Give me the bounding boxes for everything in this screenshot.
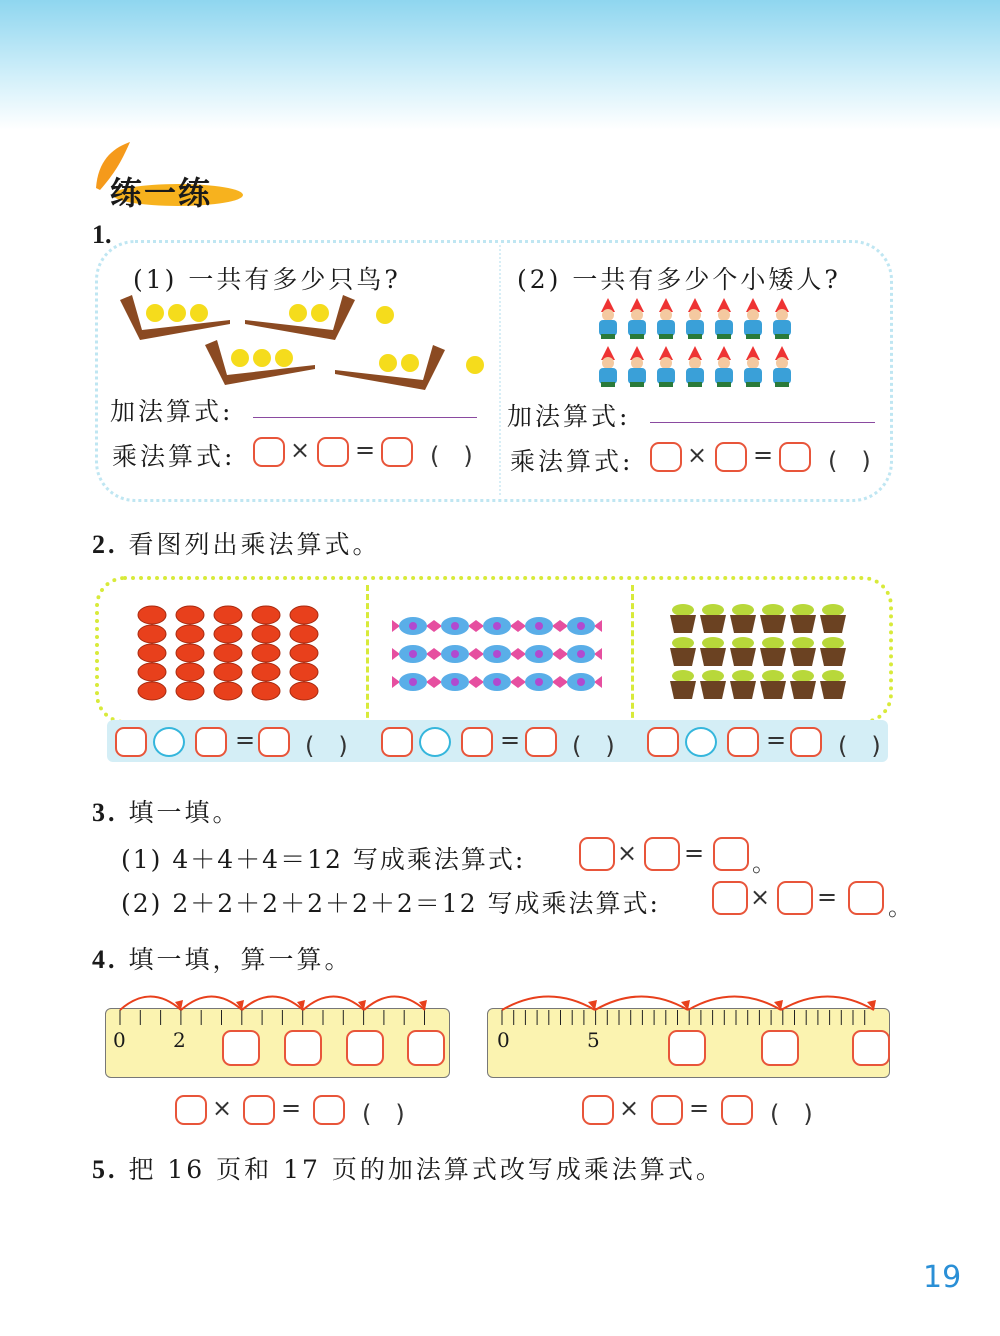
candy-icon xyxy=(560,673,602,691)
equals-sign: = xyxy=(684,839,705,867)
lantern-icon xyxy=(176,606,204,624)
jump-arrow xyxy=(781,997,874,1011)
answer-box[interactable] xyxy=(461,727,493,757)
ruler-right-label-0: 0 xyxy=(497,1028,510,1052)
bird-icon xyxy=(190,304,208,322)
answer-box[interactable] xyxy=(777,881,813,915)
jump-arrow xyxy=(181,997,242,1011)
unit-parentheses[interactable]: ( ) xyxy=(838,732,881,760)
dwarf-icon xyxy=(744,298,762,339)
flowerpot-icon xyxy=(670,670,696,699)
lantern-icon xyxy=(252,663,280,681)
dwarf-icon xyxy=(686,298,704,339)
answer-box[interactable] xyxy=(644,837,680,871)
q1-p2-add-answer-line[interactable] xyxy=(650,422,875,423)
lantern-icon xyxy=(214,606,242,624)
flowerpot-icon xyxy=(790,604,816,633)
ruler-left-label-0: 0 xyxy=(113,1028,126,1052)
dwarf-icon xyxy=(628,298,646,339)
bird-icon xyxy=(379,354,397,372)
answer-box[interactable] xyxy=(115,727,147,757)
q1-p2-mul-label: 乘法算式: xyxy=(510,447,634,476)
lantern-icon xyxy=(138,663,166,681)
branch-with-birds xyxy=(245,295,394,340)
candy-icon xyxy=(392,617,434,635)
q3-line2: (2) 2＋2＋2＋2＋2＋2＝12 写成乘法算式: xyxy=(121,889,660,918)
flowerpot-icon xyxy=(820,670,846,699)
unit-parentheses[interactable]: ( ) xyxy=(770,1100,813,1128)
lantern-icon xyxy=(290,606,318,624)
answer-box[interactable] xyxy=(790,727,822,757)
ruler-answer-box[interactable] xyxy=(852,1030,890,1066)
candy-icon xyxy=(518,645,560,663)
ruler-left-label-2: 2 xyxy=(173,1028,186,1052)
flowerpot-icon xyxy=(670,637,696,666)
header-band xyxy=(0,0,1000,130)
bird-icon xyxy=(466,356,484,374)
lanterns-illustration xyxy=(130,605,330,705)
q3-line1: (1) 4＋4＋4＝12 写成乘法算式: xyxy=(121,845,526,874)
candy-icon xyxy=(560,617,602,635)
answer-box[interactable] xyxy=(713,837,749,871)
dwarf-icon xyxy=(773,298,791,339)
answer-box[interactable] xyxy=(175,1095,207,1125)
q5-number: 5. xyxy=(92,1155,118,1184)
birds-illustration xyxy=(115,295,485,395)
dwarf-icon xyxy=(715,298,733,339)
lantern-icon xyxy=(252,625,280,643)
flowerpot-icon xyxy=(760,604,786,633)
page-number: 19 xyxy=(923,1260,962,1295)
dwarf-icon xyxy=(628,346,646,387)
lantern-icon xyxy=(252,644,280,662)
q1-p1-mul-label: 乘法算式: xyxy=(112,442,236,471)
jump-arrow xyxy=(242,997,303,1011)
flowerpot-icon xyxy=(730,670,756,699)
flowerpot-icon xyxy=(670,604,696,633)
ruler-answer-box[interactable] xyxy=(346,1030,384,1066)
candy-icon xyxy=(476,673,518,691)
times-sign: × xyxy=(750,883,771,911)
candies-illustration xyxy=(392,612,607,700)
bird-icon xyxy=(275,349,293,367)
lantern-icon xyxy=(138,625,166,643)
equals-sign: = xyxy=(817,883,838,911)
lantern-icon xyxy=(176,663,204,681)
dwarf-icon xyxy=(744,346,762,387)
answer-box[interactable] xyxy=(727,727,759,757)
flowerpot-icon xyxy=(700,604,726,633)
answer-box[interactable] xyxy=(381,727,413,757)
bird-icon xyxy=(311,304,329,322)
flowerpot-icon xyxy=(760,637,786,666)
operator-circle[interactable] xyxy=(153,727,185,757)
flowerpot-icon xyxy=(700,637,726,666)
answer-box[interactable] xyxy=(848,881,884,915)
equals-sign: = xyxy=(355,436,376,464)
answer-box[interactable] xyxy=(253,437,285,467)
bird-icon xyxy=(401,354,419,372)
branch-with-birds xyxy=(335,345,484,390)
equals-sign: = xyxy=(235,726,256,754)
dwarf-icon xyxy=(686,346,704,387)
equals-sign: = xyxy=(689,1094,710,1122)
answer-box[interactable] xyxy=(715,442,747,472)
period: 。 xyxy=(888,893,912,921)
times-sign: × xyxy=(212,1094,233,1122)
answer-box[interactable] xyxy=(712,881,748,915)
q4-number: 4. xyxy=(92,945,118,974)
number-line-jumps xyxy=(0,985,1000,1030)
flowerpot-icon xyxy=(700,670,726,699)
lantern-icon xyxy=(176,625,204,643)
operator-circle[interactable] xyxy=(685,727,717,757)
answer-box[interactable] xyxy=(650,442,682,472)
flowerpot-icon xyxy=(790,637,816,666)
branch-with-birds xyxy=(120,295,230,340)
candy-icon xyxy=(392,645,434,663)
candy-icon xyxy=(476,645,518,663)
candy-icon xyxy=(560,645,602,663)
jump-arrow xyxy=(364,997,425,1011)
flowerpot-icon xyxy=(730,637,756,666)
times-sign: × xyxy=(619,1094,640,1122)
q2-number: 2. xyxy=(92,530,118,559)
times-sign: × xyxy=(617,839,638,867)
ruler-answer-box[interactable] xyxy=(407,1030,445,1066)
ruler-answer-box[interactable] xyxy=(284,1030,322,1066)
flowerpot-icon xyxy=(730,604,756,633)
q3-number: 3. xyxy=(92,798,118,827)
candy-icon xyxy=(434,673,476,691)
jump-arrow xyxy=(688,997,781,1011)
flowerpot-icon xyxy=(820,604,846,633)
answer-box[interactable] xyxy=(195,727,227,757)
bird-icon xyxy=(146,304,164,322)
period: 。 xyxy=(752,849,776,877)
bird-icon xyxy=(253,349,271,367)
answer-box[interactable] xyxy=(381,437,413,467)
answer-box[interactable] xyxy=(779,442,811,472)
jump-arrow xyxy=(502,997,595,1011)
lantern-icon xyxy=(290,682,318,700)
operator-circle[interactable] xyxy=(419,727,451,757)
dwarf-icon xyxy=(599,346,617,387)
q1-p1-add-label: 加法算式: xyxy=(110,397,234,426)
ruler-answer-box[interactable] xyxy=(761,1030,799,1066)
lantern-icon xyxy=(290,644,318,662)
q1-p1-question: 一共有多少只鸟? xyxy=(188,265,401,294)
dwarfs-illustration xyxy=(595,298,805,390)
unit-parentheses[interactable]: ( ) xyxy=(305,732,348,760)
dwarf-icon xyxy=(715,346,733,387)
lantern-icon xyxy=(252,682,280,700)
lantern-icon xyxy=(176,682,204,700)
bird-icon xyxy=(376,306,394,324)
bird-icon xyxy=(168,304,186,322)
answer-box[interactable] xyxy=(582,1095,614,1125)
lantern-icon xyxy=(290,663,318,681)
equals-sign: = xyxy=(766,726,787,754)
dwarf-icon xyxy=(657,298,675,339)
section-title: 练一练 xyxy=(110,174,213,212)
times-sign: × xyxy=(290,436,311,464)
jump-arrow xyxy=(303,997,364,1011)
flowerpot-icon xyxy=(760,670,786,699)
unit-parentheses[interactable]: ( ) xyxy=(362,1100,405,1128)
answer-box[interactable] xyxy=(243,1095,275,1125)
answer-box[interactable] xyxy=(579,837,615,871)
dwarf-icon xyxy=(657,346,675,387)
ruler-right-label-5: 5 xyxy=(587,1028,600,1052)
q1-p1-add-answer-line[interactable] xyxy=(253,417,477,418)
lantern-icon xyxy=(214,682,242,700)
candy-icon xyxy=(392,673,434,691)
candy-icon xyxy=(518,617,560,635)
unit-parentheses[interactable]: ( ) xyxy=(828,447,871,475)
answer-box[interactable] xyxy=(651,1095,683,1125)
lantern-icon xyxy=(214,663,242,681)
q3-text: 填一填。 xyxy=(128,798,241,827)
dwarf-icon xyxy=(773,346,791,387)
answer-box[interactable] xyxy=(721,1095,753,1125)
q1-p1-label: (1) xyxy=(133,265,178,294)
q1-divider xyxy=(499,245,501,495)
branch-with-birds xyxy=(205,340,315,385)
candy-icon xyxy=(434,645,476,663)
unit-parentheses[interactable]: ( ) xyxy=(430,442,473,470)
answer-box[interactable] xyxy=(525,727,557,757)
jump-arrow xyxy=(595,997,688,1011)
lantern-icon xyxy=(138,682,166,700)
ruler-answer-box[interactable] xyxy=(668,1030,706,1066)
answer-box[interactable] xyxy=(258,727,290,757)
lantern-icon xyxy=(290,625,318,643)
q1-p2-add-label: 加法算式: xyxy=(507,402,631,431)
times-sign: × xyxy=(687,441,708,469)
lantern-icon xyxy=(214,644,242,662)
flowerpot-icon xyxy=(820,637,846,666)
candy-icon xyxy=(476,617,518,635)
bird-icon xyxy=(231,349,249,367)
ruler-answer-box[interactable] xyxy=(222,1030,260,1066)
q4-text: 填一填，算一算。 xyxy=(128,945,353,974)
lantern-icon xyxy=(214,625,242,643)
q1-p2-question: 一共有多少个小矮人? xyxy=(572,265,841,294)
q1-number: 1. xyxy=(92,220,112,249)
answer-box[interactable] xyxy=(313,1095,345,1125)
dwarf-icon xyxy=(599,298,617,339)
answer-box[interactable] xyxy=(647,727,679,757)
lantern-icon xyxy=(252,606,280,624)
candy-icon xyxy=(434,617,476,635)
equals-sign: = xyxy=(500,726,521,754)
q5-text: 把 16 页和 17 页的加法算式改写成乘法算式。 xyxy=(128,1155,724,1184)
unit-parentheses[interactable]: ( ) xyxy=(572,732,615,760)
lantern-icon xyxy=(138,606,166,624)
candy-icon xyxy=(518,673,560,691)
answer-box[interactable] xyxy=(317,437,349,467)
jump-arrow xyxy=(120,997,181,1011)
flowerpot-icon xyxy=(790,670,816,699)
flowerpots-illustration xyxy=(665,603,855,703)
q2-text: 看图列出乘法算式。 xyxy=(128,530,381,559)
bird-icon xyxy=(289,304,307,322)
lantern-icon xyxy=(138,644,166,662)
q1-p2-label: (2) xyxy=(517,265,562,294)
equals-sign: = xyxy=(281,1094,302,1122)
equals-sign: = xyxy=(753,441,774,469)
lantern-icon xyxy=(176,644,204,662)
